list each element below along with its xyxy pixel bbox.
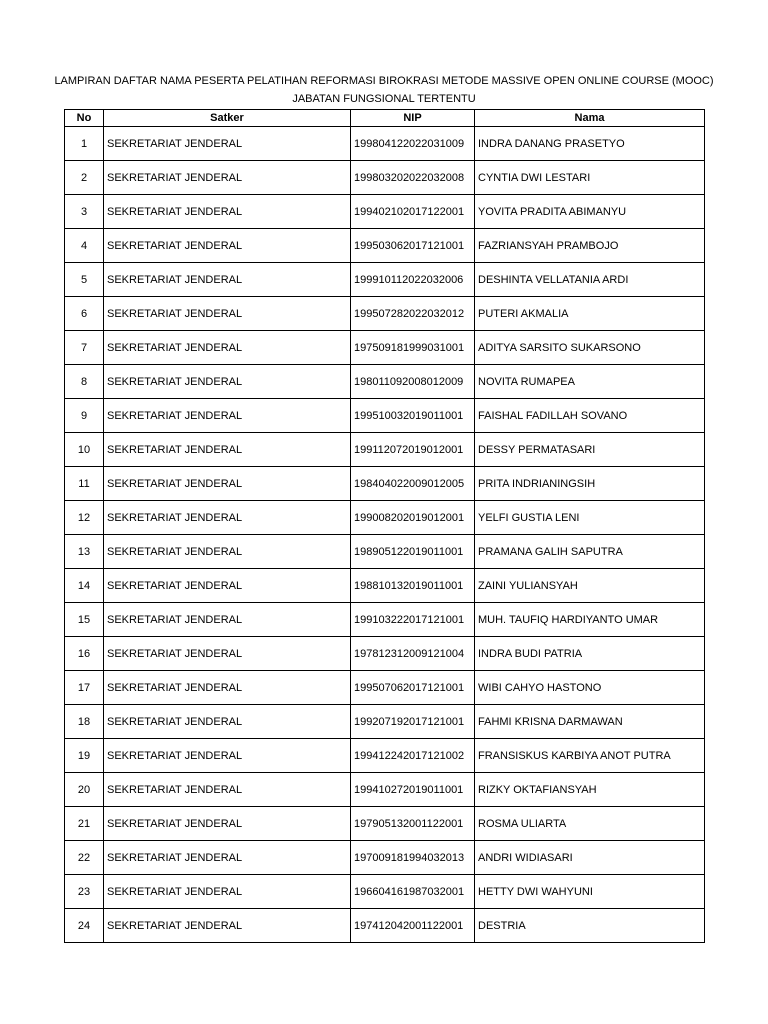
cell-nip: 199207192017121001 [351,705,475,739]
cell-satker: SEKRETARIAT JENDERAL [104,433,351,467]
table-row [65,535,705,569]
cell-nama: WIBI CAHYO HASTONO [475,671,705,705]
table-row [65,637,705,671]
cell-satker: SEKRETARIAT JENDERAL [104,127,351,161]
cell-nip: 199507062017121001 [351,671,475,705]
cell-satker: SEKRETARIAT JENDERAL [104,603,351,637]
cell-no: 6 [65,297,104,331]
cell-satker: SEKRETARIAT JENDERAL [104,535,351,569]
header-nip: NIP [351,110,475,127]
cell-no: 17 [65,671,104,705]
cell-no: 19 [65,739,104,773]
cell-satker: SEKRETARIAT JENDERAL [104,569,351,603]
table-row [65,501,705,535]
table-row [65,161,705,195]
cell-nama: RIZKY OKTAFIANSYAH [475,773,705,807]
cell-nip: 199910112022032006 [351,263,475,297]
cell-satker: SEKRETARIAT JENDERAL [104,331,351,365]
table-row [65,263,705,297]
cell-nip: 199008202019012001 [351,501,475,535]
table-row [65,705,705,739]
cell-no: 1 [65,127,104,161]
cell-nip: 197009181994032013 [351,841,475,875]
cell-satker: SEKRETARIAT JENDERAL [104,501,351,535]
cell-no: 18 [65,705,104,739]
table-row [65,331,705,365]
cell-no: 24 [65,909,104,943]
table-row [65,365,705,399]
cell-nama: FAHMI KRISNA DARMAWAN [475,705,705,739]
cell-satker: SEKRETARIAT JENDERAL [104,195,351,229]
cell-nama: INDRA DANANG PRASETYO [475,127,705,161]
cell-nip: 199503062017121001 [351,229,475,263]
cell-satker: SEKRETARIAT JENDERAL [104,671,351,705]
table-row [65,195,705,229]
table-row [65,773,705,807]
table-row [65,875,705,909]
cell-nip: 198404022009012005 [351,467,475,501]
table-row [65,433,705,467]
cell-nama: FAZRIANSYAH PRAMBOJO [475,229,705,263]
cell-nip: 198011092008012009 [351,365,475,399]
cell-nama: YOVITA PRADITA ABIMANYU [475,195,705,229]
cell-satker: SEKRETARIAT JENDERAL [104,297,351,331]
cell-satker: SEKRETARIAT JENDERAL [104,365,351,399]
table-row [65,841,705,875]
cell-satker: SEKRETARIAT JENDERAL [104,229,351,263]
cell-satker: SEKRETARIAT JENDERAL [104,841,351,875]
cell-no: 13 [65,535,104,569]
cell-nama: ANDRI WIDIASARI [475,841,705,875]
cell-satker: SEKRETARIAT JENDERAL [104,161,351,195]
cell-no: 7 [65,331,104,365]
header-no: No [65,110,104,127]
cell-nip: 199804122022031009 [351,127,475,161]
cell-no: 12 [65,501,104,535]
table-row [65,569,705,603]
cell-satker: SEKRETARIAT JENDERAL [104,773,351,807]
cell-nama: PRAMANA GALIH SAPUTRA [475,535,705,569]
cell-nama: DESTRIA [475,909,705,943]
cell-nama: FRANSISKUS KARBIYA ANOT PUTRA [475,739,705,773]
cell-satker: SEKRETARIAT JENDERAL [104,739,351,773]
table-row [65,671,705,705]
cell-satker: SEKRETARIAT JENDERAL [104,467,351,501]
cell-nip: 199103222017121001 [351,603,475,637]
cell-nama: ROSMA ULIARTA [475,807,705,841]
cell-nip: 199412242017121002 [351,739,475,773]
table-row [65,739,705,773]
cell-satker: SEKRETARIAT JENDERAL [104,637,351,671]
table-row [65,807,705,841]
participant-table [64,109,705,943]
cell-nip: 199410272019011001 [351,773,475,807]
cell-no: 22 [65,841,104,875]
table-row [65,297,705,331]
cell-nama: PRITA INDRIANINGSIH [475,467,705,501]
cell-no: 23 [65,875,104,909]
cell-nama: PUTERI AKMALIA [475,297,705,331]
cell-nama: NOVITA RUMAPEA [475,365,705,399]
cell-no: 11 [65,467,104,501]
cell-no: 5 [65,263,104,297]
header-nama: Nama [475,110,705,127]
cell-nama: ADITYA SARSITO SUKARSONO [475,331,705,365]
cell-no: 14 [65,569,104,603]
cell-satker: SEKRETARIAT JENDERAL [104,807,351,841]
cell-nip: 197509181999031001 [351,331,475,365]
cell-satker: SEKRETARIAT JENDERAL [104,263,351,297]
cell-satker: SEKRETARIAT JENDERAL [104,875,351,909]
cell-nama: DESHINTA VELLATANIA ARDI [475,263,705,297]
cell-no: 21 [65,807,104,841]
table-body [65,127,705,943]
cell-nama: FAISHAL FADILLAH SOVANO [475,399,705,433]
cell-nip: 198810132019011001 [351,569,475,603]
table-row [65,229,705,263]
cell-nip: 199402102017122001 [351,195,475,229]
cell-satker: SEKRETARIAT JENDERAL [104,705,351,739]
cell-nama: CYNTIA DWI LESTARI [475,161,705,195]
document-subtitle: JABATAN FUNGSIONAL TERTENTU [292,93,476,105]
document-title: LAMPIRAN DAFTAR NAMA PESERTA PELATIHAN REFORMASI BIROKRASI METODE MASSIVE OPEN ONLINE COURSE (MOOC) [54,75,714,87]
cell-nip: 199507282022032012 [351,297,475,331]
cell-no: 3 [65,195,104,229]
cell-nip: 197812312009121004 [351,637,475,671]
cell-nama: DESSY PERMATASARI [475,433,705,467]
cell-no: 20 [65,773,104,807]
cell-nama: HETTY DWI WAHYUNI [475,875,705,909]
cell-nama: YELFI GUSTIA LENI [475,501,705,535]
cell-no: 4 [65,229,104,263]
cell-nip: 199112072019012001 [351,433,475,467]
table-row [65,399,705,433]
cell-satker: SEKRETARIAT JENDERAL [104,399,351,433]
cell-no: 9 [65,399,104,433]
table-header-row [65,110,705,127]
cell-no: 10 [65,433,104,467]
table-row [65,467,705,501]
cell-nama: ZAINI YULIANSYAH [475,569,705,603]
table-row [65,127,705,161]
table-row [65,909,705,943]
cell-nip: 199510032019011001 [351,399,475,433]
cell-nip: 197905132001122001 [351,807,475,841]
cell-nip: 197412042001122001 [351,909,475,943]
cell-nama: MUH. TAUFIQ HARDIYANTO UMAR [475,603,705,637]
cell-nip: 196604161987032001 [351,875,475,909]
cell-no: 2 [65,161,104,195]
cell-no: 8 [65,365,104,399]
cell-no: 16 [65,637,104,671]
cell-no: 15 [65,603,104,637]
header-satker: Satker [104,110,351,127]
table-row [65,603,705,637]
cell-satker: SEKRETARIAT JENDERAL [104,909,351,943]
cell-nama: INDRA BUDI PATRIA [475,637,705,671]
cell-nip: 199803202022032008 [351,161,475,195]
cell-nip: 198905122019011001 [351,535,475,569]
